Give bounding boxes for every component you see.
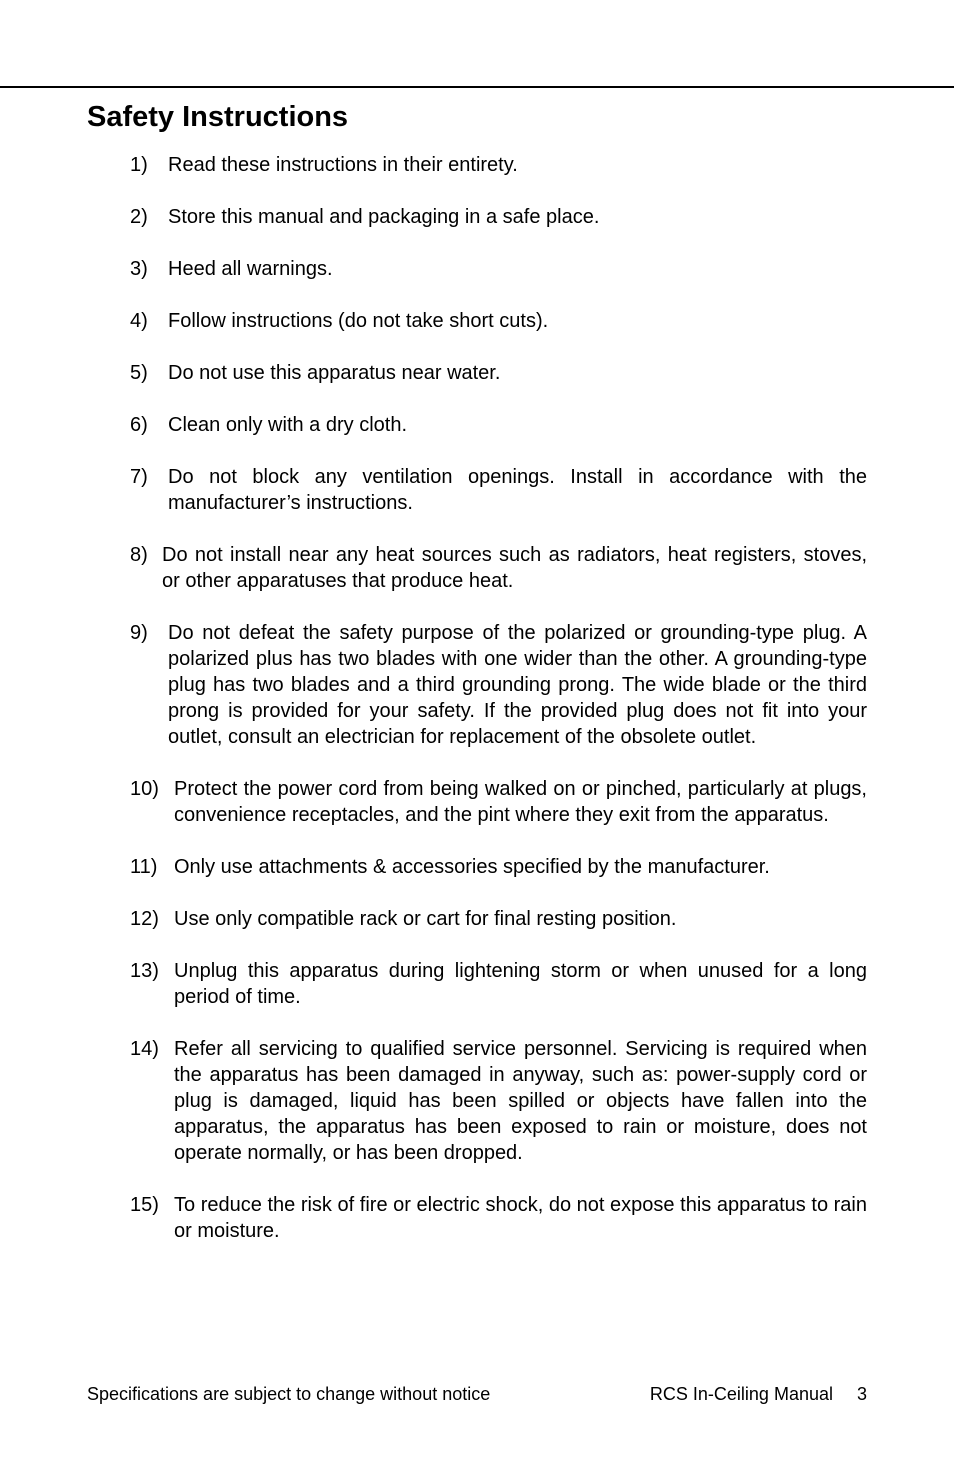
item-text: To reduce the risk of fire or electric shock, do not expose this apparatus to rain or moisture.: [174, 1194, 867, 1242]
page-number: 3: [856, 1384, 867, 1404]
item-text: Use only compatible rack or cart for final resting position.: [174, 908, 677, 930]
item-number: 7): [130, 466, 148, 488]
list-item: [130, 958, 867, 1010]
item-text: Clean only with a dry cloth.: [168, 414, 408, 436]
header-rule: [0, 86, 954, 88]
list-item: [130, 906, 867, 932]
list-item: [130, 256, 867, 282]
list-item: [130, 204, 867, 230]
item-number: 4): [130, 310, 148, 332]
safety-instructions-list: [130, 152, 867, 1270]
item-number: 12): [130, 908, 159, 930]
item-text: Unplug this apparatus during lightening storm or when unused for a long period of time.: [174, 960, 867, 1008]
item-number: 8): [130, 544, 148, 566]
page-title: Safety Instructions: [87, 101, 349, 133]
item-number: 14): [130, 1038, 159, 1060]
list-item: [130, 854, 867, 880]
item-number: 15): [130, 1194, 159, 1216]
list-item: [130, 464, 867, 516]
list-item: [130, 542, 867, 594]
list-item: [130, 620, 867, 750]
item-number: 3): [130, 258, 148, 280]
list-item: [130, 1192, 867, 1244]
item-number: 9): [130, 622, 148, 644]
item-text: Store this manual and packaging in a safe place.: [168, 206, 600, 228]
item-text: Protect the power cord from being walked on or pinched, particularly at plugs, convenience receptacles, and the pint where they exit from the apparatus.: [174, 778, 867, 826]
item-text: Follow instructions (do not take short cuts).: [168, 310, 549, 332]
footer-notice: Specifications are subject to change without notice: [87, 1384, 491, 1404]
item-number: 13): [130, 960, 159, 982]
list-item: [130, 308, 867, 334]
list-item: [130, 360, 867, 386]
item-text: Read these instructions in their entirety.: [168, 154, 518, 176]
list-item: [130, 1036, 867, 1166]
item-text: Do not use this apparatus near water.: [168, 362, 501, 384]
item-number: 10): [130, 778, 159, 800]
item-text: Refer all servicing to qualified service personnel. Servicing is required when the apparatus has been damaged in anyway, such as: power-supply cord or plug is damaged, liquid has been spilled or objects have fallen into the apparatus, the apparatus has been exposed to rain or moisture, does not operate normally, or has been dropped.: [174, 1038, 867, 1164]
item-text: Do not defeat the safety purpose of the polarized or grounding-type plug. A polarized plus has two blades with one wider than the other. A grounding-type plug has two blades and a third grounding prong. The wide blade or the third prong is provided for your safety. If the provided plug does not fit into your outlet, consult an electrician for replacement of the obsolete outlet.: [168, 622, 867, 748]
item-number: 6): [130, 414, 148, 436]
item-text: Heed all warnings.: [168, 258, 333, 280]
list-item: [130, 776, 867, 828]
item-text: Do not block any ventilation openings. Install in accordance with the manufacturer’s instructions.: [168, 466, 867, 514]
list-item: [130, 152, 867, 178]
item-number: 5): [130, 362, 148, 384]
list-item: [130, 412, 867, 438]
item-number: 1): [130, 154, 148, 176]
item-text: Do not install near any heat sources such as radiators, heat registers, stoves, or other apparatuses that produce heat.: [162, 544, 867, 592]
item-text: Only use attachments & accessories specified by the manufacturer.: [174, 856, 770, 878]
item-number: 11): [130, 856, 158, 878]
footer-manual-title: RCS In-Ceiling Manual: [649, 1384, 833, 1404]
footer-manual-info: [650, 1382, 867, 1406]
item-number: 2): [130, 206, 148, 228]
